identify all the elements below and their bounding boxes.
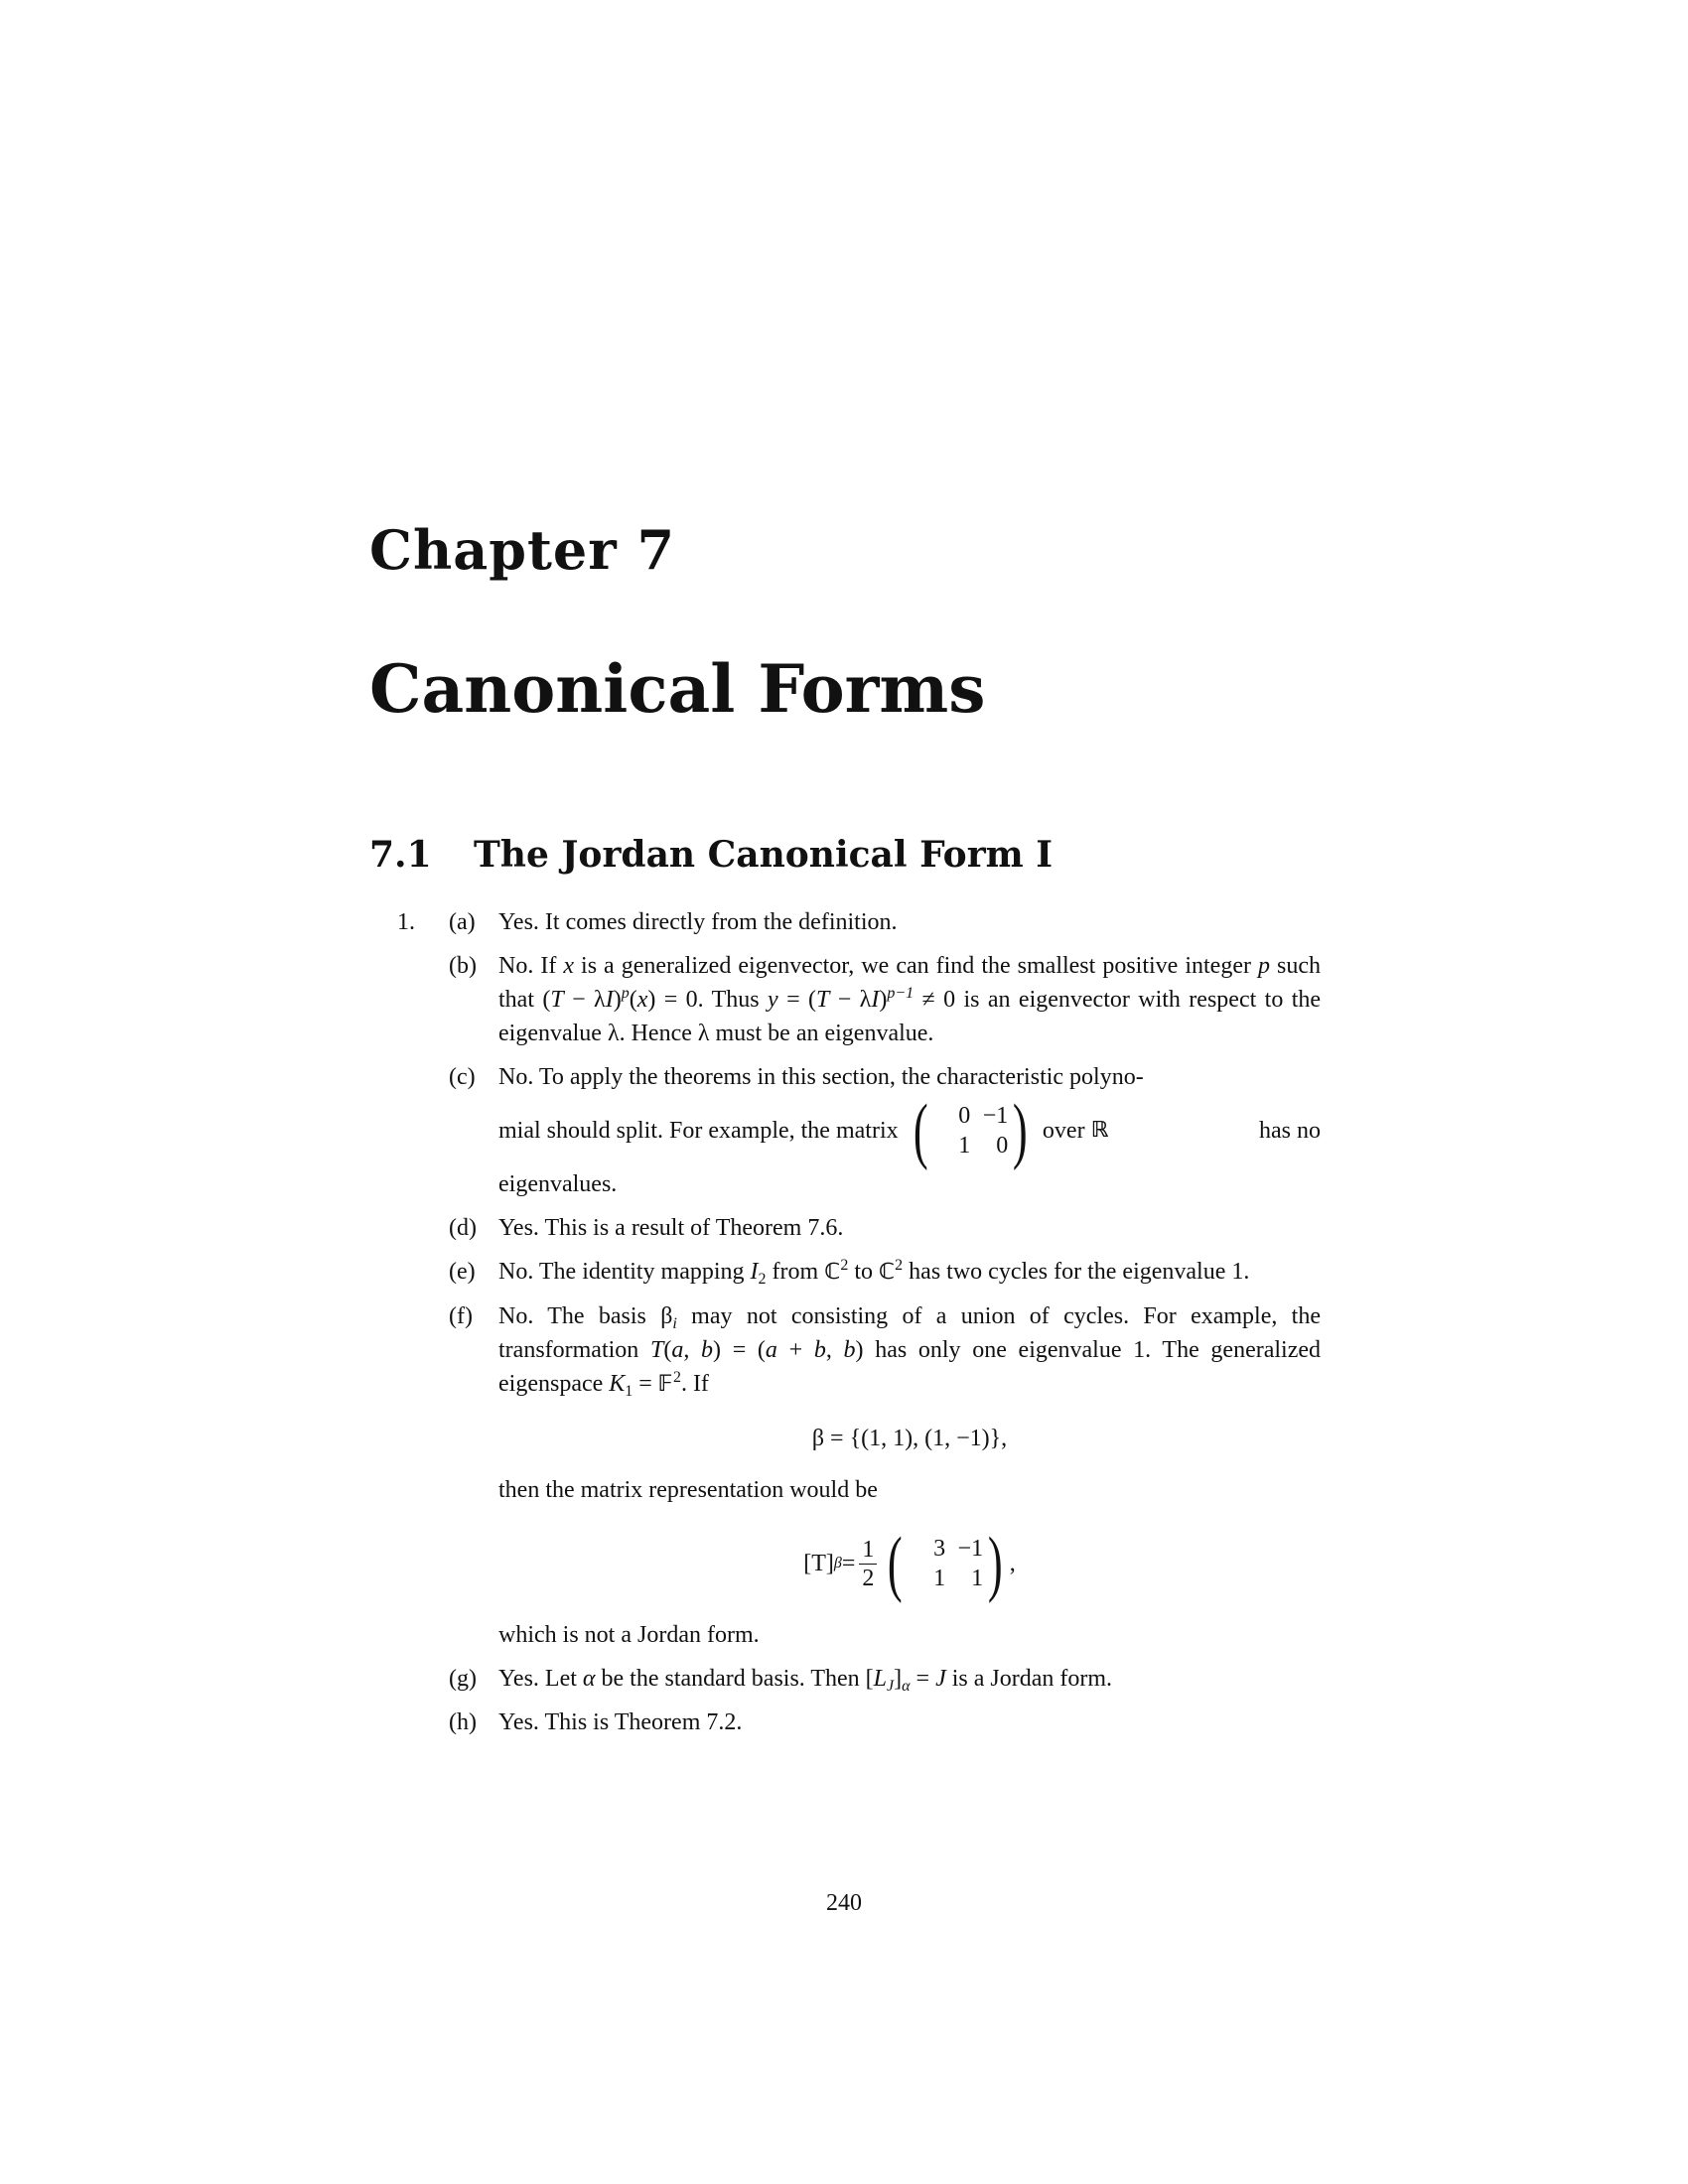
matrix-cell: −1 — [982, 1103, 1009, 1129]
item-text-line2: mial should split. For example, the matrix ( 0 −1 1 0 ) over ℝ has no — [498, 1090, 1321, 1171]
item-label: (a) — [449, 909, 476, 935]
item-g — [449, 1662, 1321, 1696]
basis-equation: β = {(1, 1), (1, −1)}, — [811, 1426, 1008, 1451]
matrix-cell: 1 — [958, 1133, 971, 1159]
fraction: $\frac{1}{2}$ — [859, 1536, 877, 1592]
item-text: Yes. Let α be the standard basis. Then $[L_J]_\alpha = J$ is a Jordan form. — [498, 1666, 1113, 1695]
exercise-body — [397, 905, 1321, 1749]
matrix-cell: 1 — [971, 1566, 984, 1591]
matrix-cell: 0 — [996, 1133, 1009, 1159]
section-number: 7.1 — [369, 834, 432, 876]
item-h — [449, 1706, 1321, 1739]
matrix-cell: 1 — [933, 1566, 946, 1591]
exercise-number: 1. — [397, 909, 415, 935]
chapter-label: Chapter 7 — [369, 518, 676, 582]
matrix: ( 3 −1 1 1 ) — [888, 1523, 1003, 1604]
matrix: ( 0 −1 1 0 ) — [913, 1090, 1028, 1171]
item-d — [449, 1211, 1321, 1245]
item-text-line3: eigenvalues. — [498, 1171, 618, 1197]
item-f — [449, 1299, 1321, 1652]
item-b — [449, 949, 1321, 1050]
item-text: No. The basis $\beta_i$ may not consisting of a union of cycles. For example, the transformation T(a, b) = (a + b, b) has only one eigenvalue 1. The generalized eigenspace $K_1$ = 𝔽$^2$. If — [498, 1303, 1322, 1400]
matrix-cell: −1 — [957, 1536, 984, 1562]
item-text: Yes. It comes directly from the definition. — [498, 909, 898, 935]
item-text: No. The identity mapping $I_2$ from ℂ$^2$ to ℂ$^2$ has two cycles for the eigenvalue 1. — [498, 1257, 1250, 1288]
item-label: (h) — [449, 1709, 477, 1735]
chapter-title: Canonical Forms — [369, 650, 986, 728]
matrix-cell: 3 — [933, 1536, 946, 1562]
item-a — [449, 905, 1321, 939]
item-text: Yes. This is a result of Theorem 7.6. — [498, 1215, 844, 1241]
page-number: 240 — [826, 1890, 862, 1916]
item-label: (f) — [449, 1303, 473, 1329]
item-label: (b) — [449, 953, 477, 979]
item-c — [449, 1060, 1321, 1201]
item-text: No. If x is a generalized eigenvector, we can find the smallest positive integer p such that $(T - \lambda I)^p(x) = 0$. Thus $y = (T - \lambda I)^{p-1} \ne 0$ is an eigenvector with respect to the eigenvalue λ. Hence λ must be an eigenvalue. — [498, 953, 1322, 1046]
section-title: The Jordan Canonical Form I — [474, 834, 1054, 876]
exercise-items — [449, 905, 1321, 1739]
matrix-cell: 0 — [958, 1103, 971, 1129]
matrix-representation: [T] β = $\frac{1}{2}$ ( 3 −1 1 1 ) , — [803, 1523, 1016, 1604]
item-label: (e) — [449, 1259, 476, 1285]
item-label: (d) — [449, 1215, 477, 1241]
section-heading — [369, 834, 1053, 876]
item-text-conclusion: which is not a Jordan form. — [498, 1622, 760, 1648]
item-label: (g) — [449, 1666, 477, 1692]
item-text-line1: No. To apply the theorems in this section, the characteristic polyno- — [498, 1064, 1144, 1090]
item-e — [449, 1255, 1321, 1290]
item-label: (c) — [449, 1064, 476, 1090]
item-text-continued: then the matrix representation would be — [498, 1477, 878, 1503]
item-text: Yes. This is Theorem 7.2. — [498, 1709, 743, 1735]
